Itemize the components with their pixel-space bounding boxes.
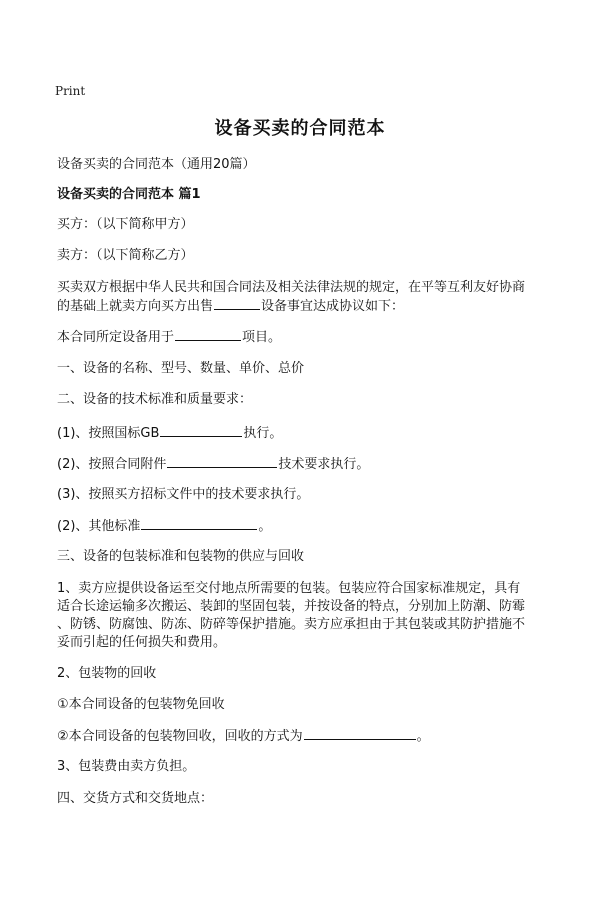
intro-text-b: 设备事宜达成协议如下： [261, 299, 405, 314]
intro-line-1: 买卖双方根据中华人民共和国合同法及相关法律法规的规定，在平等互利友好协商 [57, 280, 526, 295]
standard-4-text-b: 。 [258, 519, 272, 534]
recycle-option-2-text-a: ②本合同设备的包装物回收，回收的方式为 [57, 729, 303, 744]
blank-gb [160, 424, 242, 437]
blank-recycle-method [304, 727, 416, 740]
section-heading: 设备买卖的合同范本 篇1 [57, 187, 201, 202]
intro-line-2 [57, 297, 404, 316]
packaging-line-1: 1、卖方应提供设备运至交付地点所需要的包装。包装应符合国家标准规定，具有 [57, 581, 521, 596]
blank-attachment [167, 455, 277, 468]
packaging-line-4: 妥而引起的任何损失和费用。 [57, 635, 227, 650]
standard-4-text-a: (2)、其他标准 [57, 519, 141, 534]
packaging-fee: 3、包装费由卖方负担。 [57, 759, 196, 774]
clause-3: 三、设备的包装标准和包装物的供应与回收 [57, 549, 305, 564]
usage-text-b: 项目。 [242, 330, 282, 345]
seller-line: 卖方：（以下简称乙方） [57, 248, 194, 263]
blank-project [175, 328, 241, 341]
usage-text-a: 本合同所定设备用于 [57, 330, 175, 345]
standard-2-text-a: (2)、按照合同附件 [57, 457, 167, 472]
recycle-heading: 2、包装物的回收 [57, 666, 157, 681]
standard-3: (3)、按照买方招标文件中的技术要求执行。 [57, 487, 310, 502]
standard-1-text-b: 执行。 [243, 426, 283, 441]
blank-other-standard [141, 517, 257, 530]
intro-text-a: 的基础上就卖方向买方出售 [57, 299, 214, 314]
packaging-line-3: 、防锈、防腐蚀、防冻、防碎等保护措施。卖方应承担由于其包装或其防护措施不 [57, 617, 526, 632]
standard-2-text-b: 技术要求执行。 [278, 457, 370, 472]
recycle-option-1: ①本合同设备的包装物免回收 [57, 697, 225, 712]
subtitle: 设备买卖的合同范本（通用20篇） [57, 157, 256, 172]
usage-line [57, 328, 281, 347]
recycle-option-2-text-b: 。 [416, 729, 430, 744]
packaging-line-2: 适合长途运输多次搬运、装卸的坚固包装，并按设备的特点，分别加上防潮、防霉 [57, 599, 526, 614]
buyer-line: 买方：（以下简称甲方） [57, 217, 194, 232]
page-title: 设备买卖的合同范本 [214, 118, 386, 139]
recycle-option-2 [57, 727, 430, 746]
standard-1-text-a: (1)、按照国标GB [57, 426, 160, 441]
standard-2 [57, 455, 369, 474]
clause-4: 四、交货方式和交货地点： [57, 791, 214, 806]
standard-4 [57, 517, 271, 536]
clause-1: 一、设备的名称、型号、数量、单价、总价 [57, 361, 305, 376]
blank-equipment [214, 297, 260, 310]
print-label: Print [55, 84, 86, 98]
standard-1 [57, 424, 282, 443]
clause-2: 二、设备的技术标准和质量要求： [57, 392, 253, 407]
